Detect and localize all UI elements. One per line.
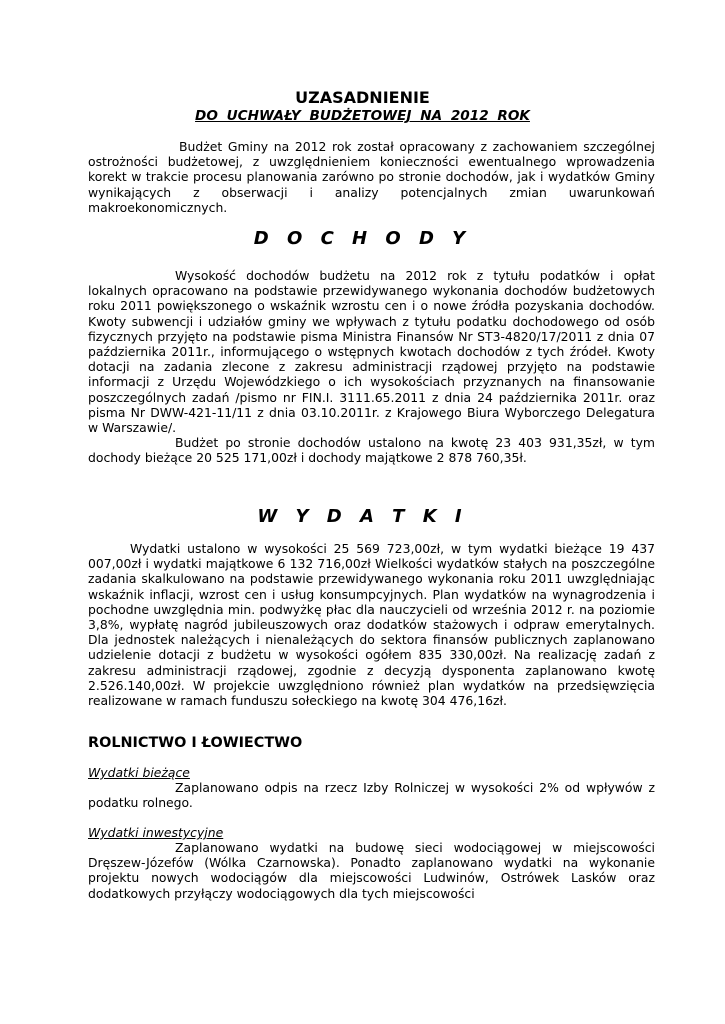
investment-expenses-block bbox=[88, 840, 655, 901]
investment-expenses-text: Zaplanowano wydatki na budowę sieci wodociągowej w miejscowości Dręszew-Józefów (Wólka Czarnowska). Ponadto zaplanowano wydatki na wykonanie projektu nowych wodociągów dla miejscowości Ludwinów, Ostrówek Lasków oraz dodatkowych przyłączy wodociągowych dla tych miejscowości bbox=[88, 840, 655, 901]
wydatki-paragraph: Wydatki ustalono w wysokości 25 569 723,00zł, w tym wydatki bieżące 19 437 007,00zł i wydatki majątkowe 6 132 716,00zł Wielkości wydatków stałych na poszczególne zadania skalkulowano na podstawie przewidywanego wykonania roku 2011 uwzględniając wskaźnik inflacji, wzrost cen i usług konsumpcyjnych. Plan wydatków na wynagrodzenia i pochodne uwzględnia min. podwyżkę płac dla nauczycieli od września 2012 r. na poziomie 3,8%, wypłatę nagród jubileuszowych oraz dodatków stażowych i odpraw emerytalnych. Dla jednostek należących i nienależących do sektora finansów publicznych zaplanowano udzielenie dotacji z budżetu w wysokości ogółem 835 330,00zł. Na realizację zadań z zakresu administracji rządowej, zgodnie z decyzją dysponenta zaplanowano kwotę 2.526.140,00zł. W projekcie uwzględniono również plan wydatków na przedsięwzięcia realizowane w ramach funduszu sołeckiego na kwotę 304 476,16zł. bbox=[88, 541, 655, 709]
wydatki-heading: W Y D A T K I bbox=[257, 506, 468, 527]
current-expenses-text: Zaplanowano odpis na rzecz Izby Rolniczej w wysokości 2% od wpływów z podatku rolnego. bbox=[88, 780, 655, 811]
dochody-heading: D O C H O D Y bbox=[253, 228, 472, 249]
dochody-paragraph-2: Budżet po stronie dochodów ustalono na kwotę 23 403 931,35zł, w tym dochody bieżące 20 525 171,00zł i dochody majątkowe 2 878 760,35ł. bbox=[88, 435, 655, 466]
intro-text: Budżet Gminy na 2012 rok został opracowany z zachowaniem szczególnej ostrożności budżetowej, z uwzględnieniem konieczności ewentualnego wprowadzenia korekt w trakcie procesu planowania zarówno po stronie dochodów, jak i wydatków Gminy wynikających z obserwacji i analizy potencjalnych zmian uwarunkowań makroekonomicznych. bbox=[88, 139, 655, 215]
current-expenses-block bbox=[88, 780, 655, 810]
rolnictwo-heading: ROLNICTWO I ŁOWIECTWO bbox=[88, 735, 303, 751]
current-expenses-label: Wydatki bieżące bbox=[88, 765, 190, 780]
wydatki-section bbox=[88, 541, 655, 708]
intro-paragraph bbox=[88, 139, 655, 215]
dochody-section bbox=[88, 268, 655, 466]
document-title: UZASADNIENIE bbox=[295, 88, 430, 107]
investment-expenses-label: Wydatki inwestycyjne bbox=[88, 825, 224, 840]
dochody-paragraph-1: Wysokość dochodów budżetu na 2012 rok z tytułu podatków i opłat lokalnych opracowano na podstawie przewidywanego wykonania dochodów budżetowych roku 2011 powiększonego o wskaźnik wzrostu cen i o nowe źródła pozyskania dochodów. Kwoty subwencji i udziałów gminy we wpływach z tytułu podatku dochodowego od osób fizycznych przyjęto na podstawie pisma Ministra Finansów Nr ST3-4820/17/2011 z dnia 07 października 2011r., informującego o wstępnych kwotach dochodów z tych źródeł. Kwoty dotacji na zadania zlecone z zakresu administracji rządowej przyjęto na podstawie informacji z Urzędu Wojewódzkiego o ich wysokościach przyznanych na finansowanie poszczególnych zadań /pismo nr FIN.I. 3111.65.2011 z dnia 24 października 2011r. oraz pisma Nr DWW-421-11/11 z dnia 03.10.2011r. z Krajowego Biura Wyborczego Delegatura w Warszawie/. bbox=[88, 268, 655, 436]
document-subtitle: DO UCHWAŁY BUDŻETOWEJ NA 2012 ROK bbox=[195, 108, 530, 124]
